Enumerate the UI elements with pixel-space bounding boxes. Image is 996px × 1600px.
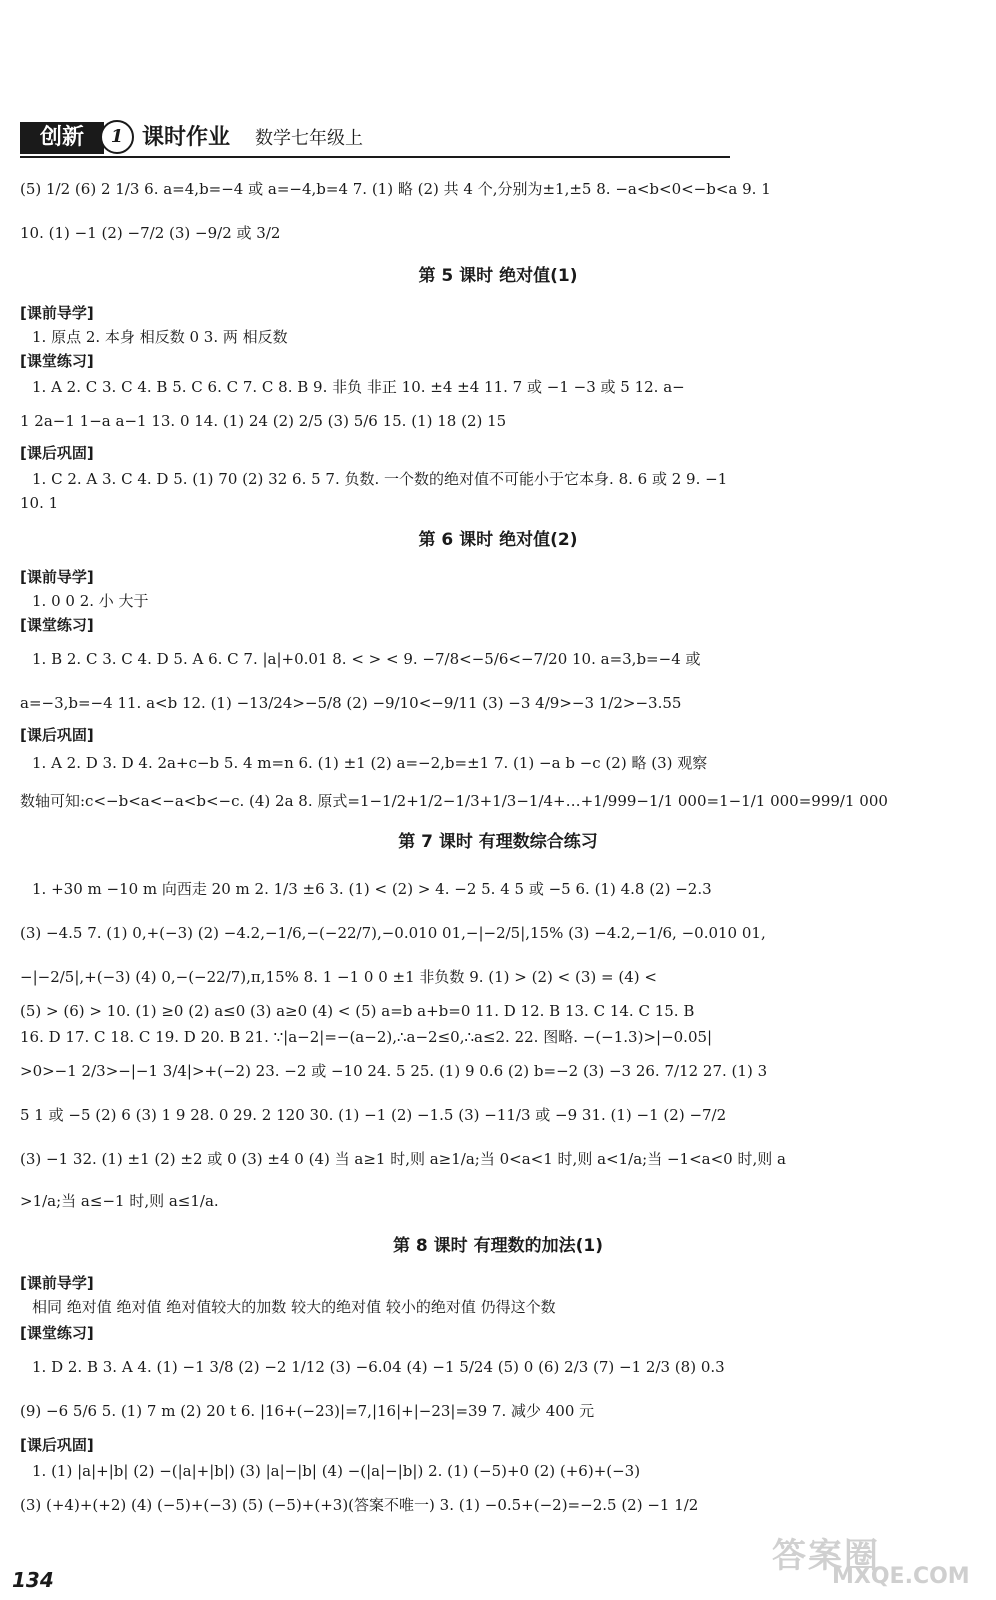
section-title: 第 6 课时 绝对值(2) bbox=[418, 530, 578, 550]
section-tag: [课堂练习] bbox=[20, 352, 94, 370]
answer-line: 1 2a−1 1−a a−1 13. 0 14. (1) 24 (2) 2/5 (3) 5/6 15. (1) 18 (2) 15 bbox=[20, 412, 507, 430]
answer-line: 1. D 2. B 3. A 4. (1) −1 3/8 (2) −2 1/12 (3) −6.04 (4) −1 5/24 (5) 0 (6) 2/3 (7) −1 2/3 (8) 0.3 bbox=[32, 1358, 725, 1376]
answer-line: 1. +30 m −10 m 向西走 20 m 2. 1/3 ±6 3. (1) < (2) > 4. −2 5. 4 5 或 −5 6. (1) 4.8 (2) −2.3 bbox=[32, 880, 712, 898]
answer-line: 5 1 或 −5 (2) 6 (3) 1 9 28. 0 29. 2 120 30. (1) −1 (2) −1.5 (3) −11/3 或 −9 31. (1) −1 (2) −7/2 bbox=[20, 1106, 727, 1124]
section-tag: [课前导学] bbox=[20, 568, 94, 586]
section-title: 第 8 课时 有理数的加法(1) bbox=[393, 1236, 603, 1256]
answer-line: 数轴可知:c<−b<a<−a<b<−c. (4) 2a 8. 原式=1−1/2+1/2−1/3+1/3−1/4+…+1/999−1/1 000=1−1/1 000=999/1 000 bbox=[20, 792, 888, 810]
answer-line: 1. A 2. C 3. C 4. B 5. C 6. C 7. C 8. B 9. 非负 非正 10. ±4 ±4 11. 7 或 −1 −3 或 5 12. a− bbox=[32, 378, 685, 396]
answer-line: 1. C 2. A 3. C 4. D 5. (1) 70 (2) 32 6. 5 7. 负数. 一个数的绝对值不可能小于它本身. 8. 6 或 2 9. −1 bbox=[32, 470, 728, 488]
page-header bbox=[20, 122, 730, 158]
answer-line: 10. (1) −1 (2) −7/2 (3) −9/2 或 3/2 bbox=[20, 224, 281, 242]
section-tag: [课前导学] bbox=[20, 1274, 94, 1292]
answer-line: (3) −4.5 7. (1) 0,+(−3) (2) −4.2,−1/6,−(−22/7),−0.010 01,−|−2/5|,15% (3) −4.2,−1/6, −0.010 01, bbox=[20, 924, 766, 942]
answer-line: (5) 1/2 (6) 2 1/3 6. a=4,b=−4 或 a=−4,b=4 7. (1) 略 (2) 共 4 个,分别为±1,±5 8. −a<b<0<−b<a 9. 1 bbox=[20, 180, 771, 198]
section-tag: [课后巩固] bbox=[20, 726, 94, 744]
answer-line: (3) −1 32. (1) ±1 (2) ±2 或 0 (3) ±4 0 (4) 当 a≥1 时,则 a≥1/a;当 0<a<1 时,则 a<1/a;当 −1<a<0 时,则 a bbox=[20, 1150, 786, 1168]
section-title: 第 5 课时 绝对值(1) bbox=[418, 266, 578, 286]
section-tag: [课后巩固] bbox=[20, 444, 94, 462]
brand-logo-mark: 1 bbox=[100, 120, 134, 154]
brand-logo: 创新 bbox=[20, 122, 104, 154]
section-tag: [课前导学] bbox=[20, 304, 94, 322]
answer-line: >1/a;当 a≤−1 时,则 a≤1/a. bbox=[20, 1192, 219, 1210]
answer-line: 10. 1 bbox=[20, 494, 59, 512]
answer-line: 1. 原点 2. 本身 相反数 0 3. 两 相反数 bbox=[32, 328, 288, 346]
answer-line: 16. D 17. C 18. C 19. D 20. B 21. ∵|a−2|=−(a−2),∴a−2≤0,∴a≤2. 22. 图略. −(−1.3)>|−0.05| bbox=[20, 1028, 713, 1046]
section-tag: [课后巩固] bbox=[20, 1436, 94, 1454]
answer-line: (9) −6 5/6 5. (1) 7 m (2) 20 t 6. |16+(−23)|=7,|16|+|−23|=39 7. 减少 400 元 bbox=[20, 1402, 595, 1420]
answer-line: 1. B 2. C 3. C 4. D 5. A 6. C 7. |a|+0.01 8. < > < 9. −7/8<−5/6<−7/20 10. a=3,b=−4 或 bbox=[32, 650, 701, 668]
section-title: 第 7 课时 有理数综合练习 bbox=[398, 832, 598, 852]
answer-line: (3) (+4)+(+2) (4) (−5)+(−3) (5) (−5)+(+3)(答案不唯一) 3. (1) −0.5+(−2)=−2.5 (2) −1 1/2 bbox=[20, 1496, 699, 1514]
page-number: 134 bbox=[12, 1568, 54, 1592]
watermark-logo: 答案圈 bbox=[772, 1536, 880, 1576]
answer-line: −|−2/5|,+(−3) (4) 0,−(−22/7),π,15% 8. 1 −1 0 0 ±1 非负数 9. (1) > (2) < (3) = (4) < bbox=[20, 968, 657, 986]
answer-line: 1. (1) |a|+|b| (2) −(|a|+|b|) (3) |a|−|b| (4) −(|a|−|b|) 2. (1) (−5)+0 (2) (+6)+(−3) bbox=[32, 1462, 641, 1480]
subject-title: 数学七年级上 bbox=[255, 128, 363, 149]
section-tag: [课堂练习] bbox=[20, 616, 94, 634]
answer-line: 相同 绝对值 绝对值 绝对值较大的加数 较大的绝对值 较小的绝对值 仍得这个数 bbox=[32, 1298, 556, 1316]
answer-line: >0>−1 2/3>−|−1 3/4|>+(−2) 23. −2 或 −10 24. 5 25. (1) 9 0.6 (2) b=−2 (3) −3 26. 7/12 27. (1) 3 bbox=[20, 1062, 768, 1080]
watermark-url: MXQE.COM bbox=[832, 1564, 970, 1589]
section-tag: [课堂练习] bbox=[20, 1324, 94, 1342]
series-title: 课时作业 bbox=[142, 125, 231, 150]
answer-line: a=−3,b=−4 11. a<b 12. (1) −13/24>−5/8 (2) −9/10<−9/11 (3) −3 4/9>−3 1/2>−3.55 bbox=[20, 694, 682, 712]
header-rule bbox=[20, 156, 730, 158]
answer-line: (5) > (6) > 10. (1) ≥0 (2) a≤0 (3) a≥0 (4) < (5) a=b a+b=0 11. D 12. B 13. C 14. C 15. B bbox=[20, 1002, 695, 1020]
answer-line: 1. A 2. D 3. D 4. 2a+c−b 5. 4 m=n 6. (1) ±1 (2) a=−2,b=±1 7. (1) −a b −c (2) 略 (3) 观察 bbox=[32, 754, 708, 772]
answer-line: 1. 0 0 2. 小 大于 bbox=[32, 592, 149, 610]
